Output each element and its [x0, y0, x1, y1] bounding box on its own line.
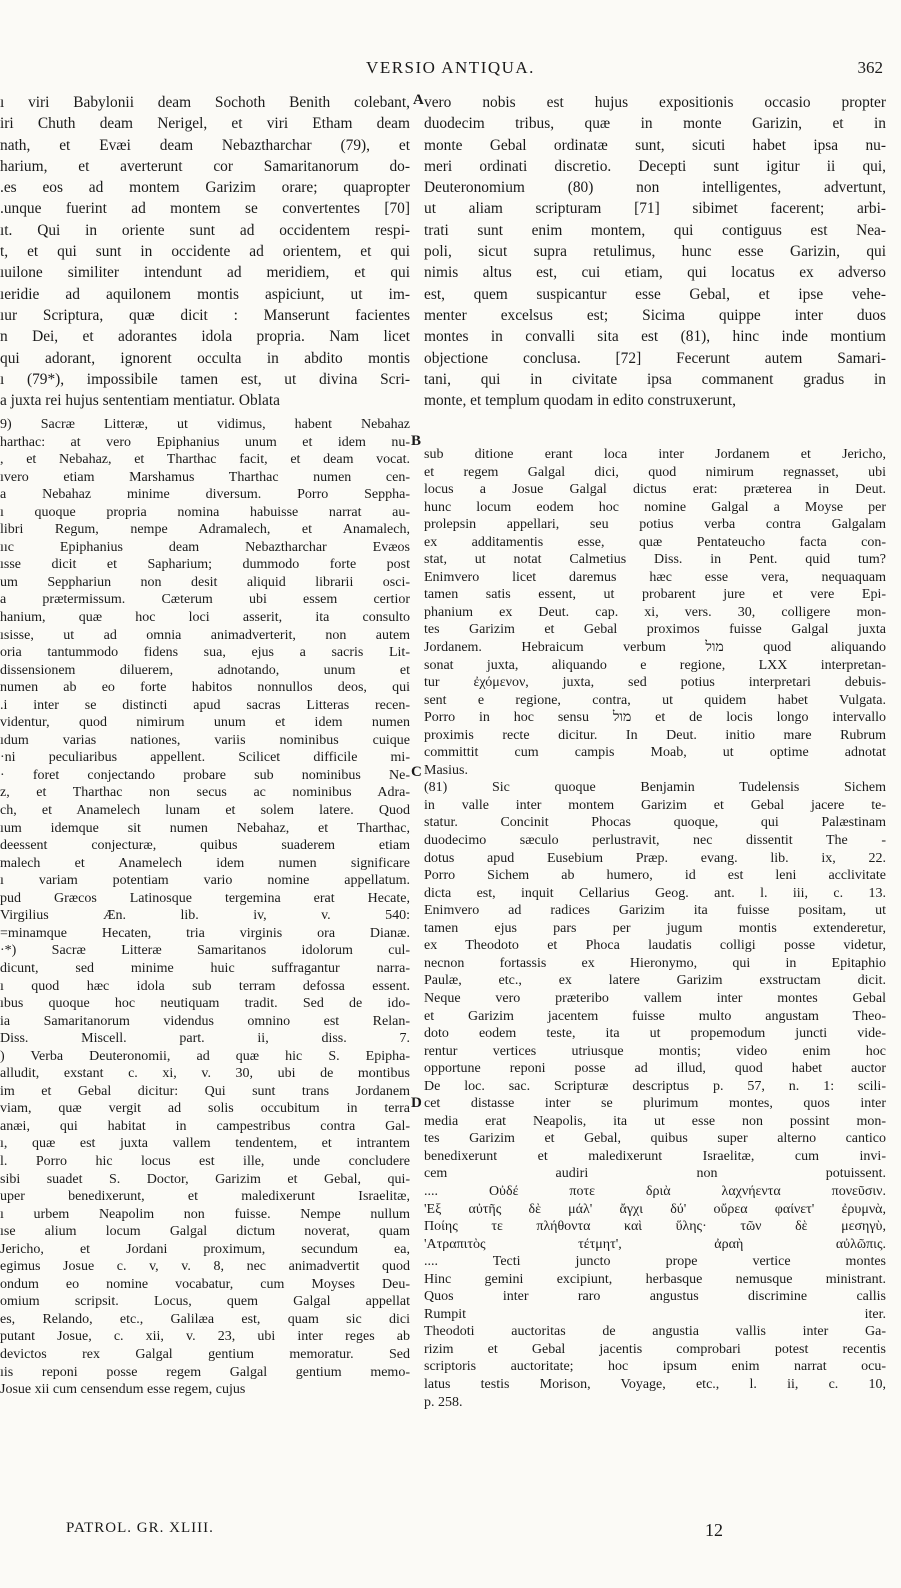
footnote-line: Virgilius Æn. lib. iv, v. 540:: [0, 908, 410, 924]
footnote-line: Theodoti auctoritas de angustia vallis inter Ga-: [424, 1324, 886, 1340]
footnote-line: a Nebahaz minime diversum. Porro Seppha-: [0, 487, 410, 503]
margin-marker-b: B: [411, 433, 422, 449]
footnote-line: phanium ex Deut. cap. xi, vers. 30, colligere mon-: [424, 604, 886, 620]
text-line: monte Gebal ordinatæ sunt, sicuti habet ipsa nu-: [424, 136, 886, 154]
footnote-line: ia Samaritanorum videndus omnino est Relan-: [0, 1013, 410, 1029]
footnote-line: ııc Epiphanius deam Nebaztharchar Evæos: [0, 539, 410, 555]
footnote-line: scriptoris auctoritate; hoc ipsum enim narrat ocu-: [424, 1359, 886, 1375]
footnote-line: · foret conjectando probare sub nominibus Ne-: [0, 767, 410, 783]
footnote-line: videntur, quod nimirum unum et idem numen: [0, 715, 410, 731]
footnote-line: alludit, exstant c. xi, v. 30, ubi de montibus: [0, 1066, 410, 1082]
margin-marker-a: A: [413, 92, 424, 108]
footnote-line: oria tantummodo fidens sua, ejus a sacris Lit-: [0, 645, 410, 661]
footnote-line: Paulæ, etc., ex latere Garizim exstructam dicit.: [424, 973, 886, 989]
footnote-line: ·ni peculiaribus appellent. Scilicet difficile mi-: [0, 750, 410, 766]
text-line: nimis altus est, cui etiam, qui locatus ex adverso: [424, 264, 886, 282]
text-line: trati sunt enim montem, qui contiguus est Nea-: [424, 221, 886, 239]
footnote-line: sent e regione, contra, ut quidem habet Vulgata.: [424, 692, 886, 708]
footnote-line: tamen satis essent, ut probarent jure et vere Epi-: [424, 587, 886, 603]
text-line: t, et qui sunt in occidente ad orientem, et qui: [0, 243, 410, 261]
footnote-line: Diss. Miscell. part. ii, diss. 7.: [0, 1031, 410, 1047]
text-line: ıuilone similiter intendunt ad meridiem, et qui: [0, 264, 410, 282]
footnote-line: duodecimo sæculo perlustravit, nec dissentit The -: [424, 833, 886, 849]
footnote-line: Hinc gemini excipiunt, herbasque nemusque ministrant.: [424, 1271, 886, 1287]
text-line: montes in convalli sita est (81), hinc inde montium: [424, 328, 886, 346]
text-line: n Dei, et adorantes idola propria. Nam licet: [0, 328, 410, 346]
margin-marker-c: C: [411, 764, 422, 780]
footnote-line: ex additamentis esse, quæ Pentateucho facta con-: [424, 534, 886, 550]
footnote-line: z, et Tharthac non secus ac nominibus Adra-: [0, 785, 410, 801]
text-line: menter excelsus est; Sicima quippe inter duos: [424, 306, 886, 324]
footnote-line: 9) Sacræ Litteræ, ut vidimus, habent Nebahaz: [0, 417, 410, 432]
footnote-line: es, Relando, etc., Galilæa est, quam sic dici: [0, 1311, 410, 1327]
footnote-line: im et Gebal dicitur: Qui sunt trans Jordanem: [0, 1083, 410, 1099]
footnote-line: dissensionem diluerem, adnotando, unum et: [0, 662, 410, 678]
footnote-line: ı variam potentiam vario nomine appellatum.: [0, 873, 410, 889]
footnote-line: Porro in hoc sensu מול et de locis longo intervallo: [424, 710, 886, 726]
footnote-line: doto eodem teste, ita ut propemodum juncti vide-: [424, 1026, 886, 1042]
text-line: a juxta rei hujus sententiam mentiatur. Oblata: [0, 392, 280, 410]
footnote-line: dotus apud Eusebium Præp. evang. lib. ix, 22.: [424, 850, 886, 866]
footnote-line: dicunt, sed minime huic suffragantur narra-: [0, 960, 410, 976]
footnote-line: Enimvero licet daremus hæc esse vera, nequaquam: [424, 569, 886, 585]
text-line: meri ordinati discretio. Decepti sunt igitur ii qui,: [424, 157, 886, 175]
footnote-line: .... Οὐδέ ποτε δριὰ λαχνήεντα πονεῦσιν.: [424, 1183, 886, 1199]
text-line: .unque fuerint ad montem se convertentes [70]: [0, 200, 410, 218]
footnote-line: benedixerunt et maledixerunt Israelitæ, cum invi-: [424, 1148, 886, 1164]
text-line: tani, qui in civitate ipsa commanent gradus in: [424, 370, 886, 388]
left-main-text-column: [0, 92, 410, 411]
footnote-line: et regem Galgal dici, quod nimirum regnasset, ubi: [424, 464, 886, 480]
footnote-line: viam, quæ vergit ad solis occubitum in terra: [0, 1101, 410, 1117]
page-number: 362: [857, 58, 883, 77]
right-footnotes-column: [424, 446, 886, 1411]
footnote-line: ı, quæ est juxta vallem tendentem, et intrantem: [0, 1136, 410, 1152]
footnote-line: necnon fortassis ex Hieronymo, qui in Epitaphio: [424, 955, 886, 971]
footnote-line: Enimvero ad radices Garizim ita fuisse positam, ut: [424, 903, 886, 919]
footnote-line: l. Porro hic locus est ille, unde concludere: [0, 1153, 410, 1169]
footnote-line: ı quod hæc idola sub terram defossa essent.: [0, 978, 410, 994]
text-line: est, quem suspicantur esse Gebal, et ipse vehe-: [424, 285, 886, 303]
footnote-line: =minamque Hecaten, tria virginis ora Dianæ.: [0, 925, 410, 941]
footnote-line: 'Ατραπιτὸς τέτμητ', ἀραὴ αὐλῶπις.: [424, 1236, 886, 1252]
footnote-line: tur ἐχόμενον, juxta, sed potius interpretari debuis-: [424, 675, 886, 691]
text-line: ıur Scriptura, quæ dicit : Manserunt facientes: [0, 306, 410, 324]
footnote-line: ıse alium locum Galgal dictum noverat, quam: [0, 1224, 410, 1240]
footnote-line: harthac: at vero Epiphanius unum et idem nu-: [0, 434, 410, 450]
text-line: objectione conclusa. [72] Fecerunt autem Samari-: [424, 349, 886, 367]
text-line: ut aliam scripturam [71] sibimet facerent; arbi-: [424, 200, 886, 218]
footnote-line: egimus Josue c. v, v. 8, nec animadvertit quod: [0, 1259, 410, 1275]
footnote-line: sub ditione erant loca inter Jordanem et Jericho,: [424, 447, 886, 462]
footnote-line: .i inter se distincti apud sacras Litteras recen-: [0, 697, 410, 713]
footnote-line: a prætermissum. Cæterum ubi essem certior: [0, 592, 410, 608]
footnote-line: ıis reponi posse regem Galgal gentium memo-: [0, 1364, 410, 1380]
footnote-line: p. 258.: [424, 1394, 463, 1410]
text-line: iri Chuth deam Nerigel, et viri Etham deam: [0, 115, 410, 133]
footnote-line: ·*) Sacræ Litteræ Samaritanos idolorum cul-: [0, 943, 410, 959]
footnote-line: committit cum campis Moab, ut optime adnotat: [424, 745, 886, 761]
footnote-line: et Garizim jacentem fuisse multo angustam Theo-: [424, 1008, 886, 1024]
footnote-line: ı urbem Neapolim non fuisse. Nempe nullum: [0, 1206, 410, 1222]
text-line: qui adorant, ignorent occulta in abdito montis: [0, 349, 410, 367]
footnote-line: hunc locum eodem hoc nomine Galgal a Moyse per: [424, 499, 886, 515]
footnote-line: (81) Sic quoque Benjamin Tudelensis Sichem: [424, 780, 886, 796]
footnote-line: statur. Concinit Phocas quoque, qui Palæstinam: [424, 815, 886, 831]
footnote-line: cet distasse inter se plurimum montes, quos inter: [424, 1096, 886, 1112]
footnote-line: locus a Josue Galgal dictus erat: præterea in Deut.: [424, 482, 886, 498]
running-title: VERSIO ANTIQUA.: [366, 58, 535, 77]
text-line: vero nobis est hujus expositionis occasio propter: [424, 94, 886, 111]
footnote-line: pud Græcos Latinosque tergemina erat Hecate,: [0, 890, 410, 906]
text-line: Deuteronomium (80) non intelligentes, advertunt,: [424, 179, 886, 197]
footnote-line: ıvero etiam Marshamus Tharthac numen cen-: [0, 469, 410, 485]
left-footnotes-column: [0, 416, 410, 1399]
footnote-line: , et Nebahaz, et Tharthac facit, et deam vocat.: [0, 452, 410, 468]
footnote-line: uper benedixerunt, et maledixerunt Israelitæ,: [0, 1189, 410, 1205]
footnote-line: latus testis Morison, Voyage, etc., l. ii, c. 10,: [424, 1376, 886, 1392]
footnote-line: Quos inter raro angustus discrimine callis: [424, 1289, 886, 1305]
page-header: [0, 58, 901, 84]
footnote-line: ısse dicit et Sapharium; dummodo forte post: [0, 557, 410, 573]
footnote-line: Ποίης τε πλήθοντα καὶ ὕλης· τῶν δὲ μεσηγὺ,: [424, 1219, 886, 1235]
footnote-line: Neque vero præteribo vallem inter montes Gebal: [424, 990, 886, 1006]
footnote-line: sonat juxta, aliquando e regione, LXX interpretan-: [424, 657, 886, 673]
footnote-line: Rumpit iter.: [424, 1306, 886, 1322]
text-line: ıeridie ad aquilonem montis aspiciunt, ut im-: [0, 285, 410, 303]
footnote-line: proximis recte dicitur. In Deut. initio mare Rubrum: [424, 727, 886, 743]
footnote-line: rizim et Gebal jacentis comprobari potest recentis: [424, 1341, 886, 1357]
text-line: ı viri Babylonii deam Sochoth Benith colebant,: [0, 94, 410, 111]
signature-mark: 12: [705, 1520, 723, 1540]
footnote-line: ısisse, ut ad omnia animadverterit, non autem: [0, 627, 410, 643]
footnote-line: stat, ut notat Calmetius Diss. in Pent. quid tum?: [424, 552, 886, 568]
footnote-line: libri Regum, nempe Adramalech, et Anamalech,: [0, 522, 410, 538]
footnote-line: tes Garizim et Gebal, quibus super alterno cantico: [424, 1131, 886, 1147]
footnote-line: anæi, qui habitat in campestribus contra Gal-: [0, 1118, 410, 1134]
text-line: duodecim tribus, quæ in monte Garizin, et in: [424, 115, 886, 133]
footnote-line: prolepsin appellari, seu potius verba contra Galgalam: [424, 517, 886, 533]
footnote-line: putant Josue, c. xii, v. 23, ubi inter reges ab: [0, 1329, 410, 1345]
footnote-line: ıbus quoque hoc neutiquam tradit. Sed de ido-: [0, 996, 410, 1012]
footnote-line: dicta est, inquit Cellarius Geog. ant. l. iii, c. 13.: [424, 885, 886, 901]
text-line: .es eos ad montem Garizim orare; quapropter: [0, 179, 410, 197]
text-line: nath, et Evæi deam Nebaztharchar (79), et: [0, 136, 410, 154]
footnote-line: Jericho, et Jordani proximum, secundum ea,: [0, 1241, 410, 1257]
footnote-line: tamen ejus pars per jugum montis extenderetur,: [424, 920, 886, 936]
footnote-line: Masius.: [424, 762, 468, 778]
footnote-line: Porro Sichem ab humero, id est leni acclivitate: [424, 868, 886, 884]
footnote-line: hanium, quæ hoc loci asserit, ita consulto: [0, 610, 410, 626]
footnote-line: Jordanem. Hebraicum verbum מול quod aliquando: [424, 640, 886, 656]
footnote-line: rentur vertices utriusque montis; video enim hoc: [424, 1043, 886, 1059]
footnote-line: opportune reponi posse ad illud, quod habet auctor: [424, 1061, 886, 1077]
text-line: ıt. Qui in oriente sunt ad occidentem respi-: [0, 221, 410, 239]
footnote-line: numen ab eo forte habitos nonnullos deos, qui: [0, 680, 410, 696]
footnote-line: ıum idemque sit numen Nebahaz, et Tharthac,: [0, 820, 410, 836]
footnote-line: De loc. sac. Scripturæ descriptus p. 57, n. 1: scili-: [424, 1078, 886, 1094]
footnote-line: devictos rex Galgal gentium memoratur. Sed: [0, 1346, 410, 1362]
text-line: harium, et averterunt cor Samaritanorum do-: [0, 157, 410, 175]
footnote-line: deessent conjecturæ, quibus suaderem etiam: [0, 838, 410, 854]
text-line: ı (79*), impossibile tamen est, ut divina Scri-: [0, 370, 410, 388]
footnote-line: in valle inter montem Garizim et Gebal jacere te-: [424, 797, 886, 813]
footnote-line: tes Garizim et Gebal proximos fuisse Galgal juxta: [424, 622, 886, 638]
patrologia-reference: PATROL. GR. XLIII.: [66, 1520, 214, 1536]
footnote-line: 'Εξ αὐτῆς δὲ μάλ' ἄγχι δύ' οὔρεα φαίνετ' ἐρυμνὰ,: [424, 1201, 886, 1217]
footnote-line: um Sepphariun non desit aliquid librarii osci-: [0, 574, 410, 590]
right-main-text-column: [424, 92, 886, 411]
footnote-line: media erat Neapolis, ita ut esse non possint mon-: [424, 1113, 886, 1129]
footnote-line: ) Verba Deuteronomii, ad quæ hic S. Epipha-: [0, 1048, 410, 1064]
text-line: poli, sicut supra retulimus, hunc esse Garizin, qui: [424, 243, 886, 261]
footnote-line: .... Tecti juncto prope vertice montes: [424, 1254, 886, 1270]
footnote-line: cem audiri non potuissent.: [424, 1166, 886, 1182]
footnote-line: ıdum varias nationes, variis nominibus cuique: [0, 732, 410, 748]
footnote-line: Josue xii cum censendum esse regem, cujus: [0, 1382, 246, 1398]
margin-marker-d: D: [411, 1095, 422, 1111]
footnote-line: ch, et Anamelech lunam et solem latere. Quod: [0, 803, 410, 819]
footnote-line: ondum eo nomine vocabatur, cum Moyses Deu-: [0, 1276, 410, 1292]
footnote-line: sibi suadet S. Doctor, Garizim et Gebal, qui-: [0, 1171, 410, 1187]
footnote-line: ı quoque propria nomina habuisse narrat au-: [0, 504, 410, 520]
text-line: monte, et templum quodam in edito construxerunt,: [424, 392, 737, 410]
footnote-line: ex Theodoto et Phoca laudatis colligi posse videtur,: [424, 938, 886, 954]
footnote-line: omium scripsit. Locus, quem Galgal appellat: [0, 1294, 410, 1310]
footnote-line: malech et Anamelech idem numen significare: [0, 855, 410, 871]
